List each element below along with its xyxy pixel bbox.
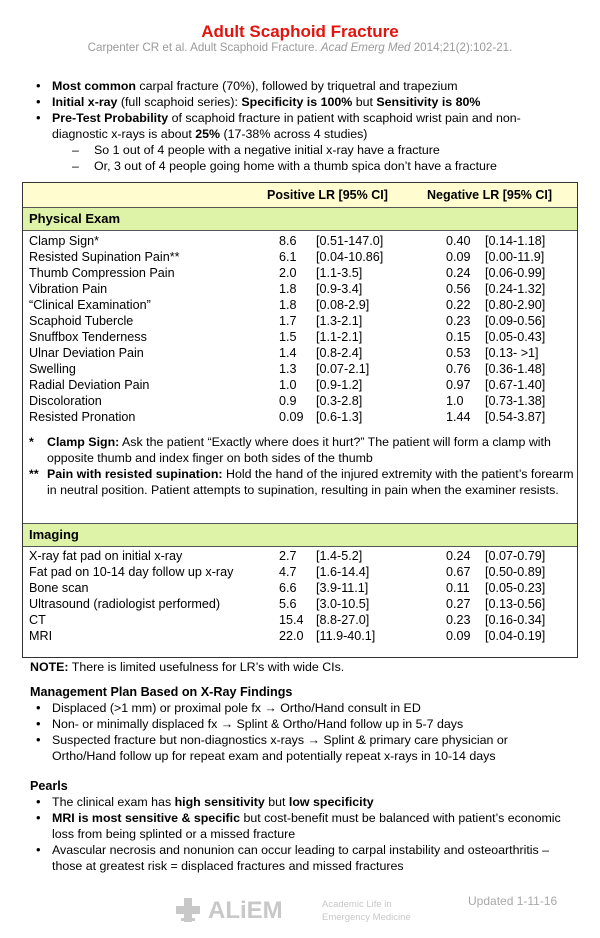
table-row [23,564,577,580]
intro-section [30,78,575,174]
intro-bullet: • Pre-Test Probability of scaphoid fracture in patient with scaphoid wrist pain and non-diagnostic x-rays is about 25% (17-38% across 4 studies) [30,110,575,142]
negative-lr-value: 0.11 [446,581,470,595]
positive-lr-ci: [0.9-3.4] [316,282,363,296]
positive-lr-value: 1.7 [279,314,297,328]
negative-lr-ci: [0.50-0.89] [485,565,546,579]
test-name: Resisted Pronation [29,410,136,424]
pearl-item: • MRI is most sensitive & specific but cost-benefit must be balanced with patient’s economic loss from being splinted or a missed fracture [30,810,575,842]
intro-sub-bullet: – Or, 3 out of 4 people going home with a thumb spica don’t have a fracture [72,158,575,174]
test-name: Vibration Pain [29,282,108,296]
test-name: Thumb Compression Pain [29,266,175,280]
negative-lr-ci: [0.67-1.40] [485,378,546,392]
imaging-section-header: Imaging [23,523,577,547]
table-row [23,377,577,393]
positive-lr-value: 1.5 [279,330,297,344]
test-name: Bone scan [29,581,89,595]
positive-lr-ci: [1.1-2.1] [316,330,363,344]
negative-lr-ci: [0.05-0.43] [485,330,546,344]
positive-lr-ci: [8.8-27.0] [316,613,370,627]
negative-lr-value: 0.23 [446,613,471,627]
test-name: CT [29,613,46,627]
negative-lr-ci: [0.24-1.32] [485,282,546,296]
table-row [23,409,577,425]
clamp-sign-note: * Clamp Sign: Ask the patient “Exactly where does it hurt?” The patient will form a clamp with opposite thumb and index finger on both sides of the thumb [29,435,551,465]
table-row [23,596,577,612]
test-name: Ultrasound (radiologist performed) [29,597,221,611]
test-name: X-ray fat pad on initial x-ray [29,549,183,563]
positive-lr-ci: [0.51-147.0] [316,234,384,248]
intro-bullet: • Initial x-ray (full scaphoid series): Specificity is 100% but Sensitivity is 80% [30,94,575,110]
positive-lr-value: 22.0 [279,629,304,643]
positive-lr-ci: [0.8-2.4] [316,346,363,360]
negative-lr-ci: [0.16-0.34] [485,613,546,627]
pearl-item: • Avascular necrosis and nonunion can occur leading to carpal instability and osteoarthritis – those at greatest risk = displaced fractures and missed fractures [30,842,575,874]
management-item: • Non- or minimally displaced fx → Splint & Ortho/Hand follow up in 5-7 days [30,716,575,732]
negative-lr-ci: [0.06-0.99] [485,266,546,280]
positive-lr-ci: [1.1-3.5] [316,266,363,280]
medical-cross-icon [176,898,200,922]
negative-lr-value: 0.24 [446,266,471,280]
positive-lr-value: 1.8 [279,298,297,312]
positive-lr-value: 8.6 [279,234,297,248]
test-name: Swelling [29,362,76,376]
positive-lr-ci: [0.04-10.86] [316,250,384,264]
positive-lr-ci: [3.9-11.1] [316,581,369,595]
positive-lr-ci: [0.9-1.2] [316,378,363,392]
table-notes [29,434,574,498]
logo-tagline-1: Academic Life in [322,899,392,910]
positive-lr-value: 0.09 [279,410,304,424]
positive-lr-ci: [0.3-2.8] [316,394,363,408]
intro-sub-bullet: – So 1 out of 4 people with a negative initial x-ray have a fracture [72,142,575,158]
negative-lr-value: 0.76 [446,362,471,376]
management-section [30,684,575,764]
table-row [23,628,577,644]
positive-lr-header: Positive LR [95% CI] [267,188,388,202]
table-row [23,612,577,628]
test-name: Fat pad on 10-14 day follow up x-ray [29,565,234,579]
negative-lr-ci: [0.73-1.38] [485,394,546,408]
management-item: • Displaced (>1 mm) or proximal pole fx → Ortho/Hand consult in ED [30,700,575,716]
likelihood-ratio-table [22,182,578,658]
negative-lr-ci: [0.04-0.19] [485,629,546,643]
negative-lr-value: 0.15 [446,330,471,344]
logo-brand: ALiEM [208,897,283,924]
test-name: Discoloration [29,394,102,408]
positive-lr-value: 5.6 [279,597,297,611]
positive-lr-ci: [3.0-10.5] [316,597,370,611]
positive-lr-value: 4.7 [279,565,297,579]
test-name: “Clinical Examination” [29,298,151,312]
table-row [23,548,577,564]
table-header [23,183,577,207]
positive-lr-value: 1.4 [279,346,297,360]
negative-lr-value: 0.23 [446,314,471,328]
table-row [23,345,577,361]
test-name: Resisted Supination Pain** [29,250,180,264]
page-title: Adult Scaphoid Fracture [201,22,399,41]
table-row [23,249,577,265]
negative-lr-ci: [0.09-0.56] [485,314,546,328]
intro-bullet: • Most common carpal fracture (70%), followed by triquetral and trapezium [30,78,575,94]
positive-lr-value: 1.8 [279,282,297,296]
negative-lr-value: 0.24 [446,549,471,563]
table-row [23,265,577,281]
table-row [23,361,577,377]
negative-lr-ci: [0.13-0.56] [485,597,546,611]
negative-lr-header: Negative LR [95% CI] [427,188,553,202]
table-row [23,580,577,596]
resisted-supination-note: ** Pain with resisted supination: Hold the hand of the injured extremity with the patient’s forearm in neutral position. Patient attempts to supination, resulting in pain when the examiner resists. [29,467,574,497]
table-row [23,393,577,409]
table-row [23,233,577,249]
test-name: Clamp Sign* [29,234,99,248]
test-name: Snuffbox Tenderness [29,330,147,344]
negative-lr-ci: [0.54-3.87] [485,410,546,424]
pearls-heading: Pearls [30,779,68,793]
management-heading: Management Plan Based on X-Ray Findings [30,685,293,699]
negative-lr-value: 0.09 [446,250,471,264]
negative-lr-value: 0.09 [446,629,471,643]
pearls-section [30,778,575,874]
positive-lr-ci: [0.08-2.9] [316,298,370,312]
negative-lr-ci: [0.13- >1] [485,346,539,360]
positive-lr-value: 2.7 [279,549,297,563]
negative-lr-value: 1.44 [446,410,471,424]
table-row [23,329,577,345]
physical-exam-section-header: Physical Exam [23,207,577,231]
positive-lr-value: 0.9 [279,394,297,408]
logo-tagline-2: Emergency Medicine [322,912,411,923]
negative-lr-value: 0.27 [446,597,471,611]
positive-lr-value: 6.1 [279,250,297,264]
negative-lr-value: 1.0 [446,394,464,408]
wide-ci-note: NOTE: There is limited usefulness for LR’s with wide CIs. [30,660,345,674]
positive-lr-value: 15.4 [279,613,304,627]
negative-lr-ci: [0.14-1.18] [485,234,546,248]
table-row [23,313,577,329]
negative-lr-value: 0.67 [446,565,471,579]
test-name: Radial Deviation Pain [29,378,150,392]
table-row [23,281,577,297]
citation: Carpenter CR et al. Adult Scaphoid Fracture. Acad Emerg Med 2014;21(2):102-21. [87,41,513,54]
test-name: MRI [29,629,53,643]
negative-lr-ci: [0.05-0.23] [485,581,546,595]
positive-lr-ci: [11.9-40.1] [316,629,376,643]
negative-lr-value: 0.53 [446,346,471,360]
positive-lr-value: 1.0 [279,378,297,392]
negative-lr-value: 0.56 [446,282,471,296]
positive-lr-ci: [0.07-2.1] [316,362,370,376]
negative-lr-ci: [0.36-1.48] [485,362,546,376]
management-item: • Suspected fracture but non-diagnostics x-rays → Splint & primary care physician or Ortho/Hand follow up for repeat exam and potentially repeat x-rays in 10-14 days [30,732,575,764]
test-name: Scaphoid Tubercle [29,314,134,328]
table-row [23,297,577,313]
negative-lr-value: 0.97 [446,378,471,392]
negative-lr-ci: [0.80-2.90] [485,298,546,312]
test-name: Ulnar Deviation Pain [29,346,144,360]
negative-lr-value: 0.40 [446,234,471,248]
negative-lr-ci: [0.07-0.79] [485,549,546,563]
positive-lr-ci: [0.6-1.3] [316,410,363,424]
updated-date: Updated 1-11-16 [468,894,558,908]
aliem-logo [174,892,434,928]
positive-lr-value: 1.3 [279,362,297,376]
positive-lr-value: 6.6 [279,581,297,595]
negative-lr-value: 0.22 [446,298,471,312]
pearl-item: • The clinical exam has high sensitivity but low specificity [30,794,575,810]
positive-lr-value: 2.0 [279,266,297,280]
positive-lr-ci: [1.6-14.4] [316,565,370,579]
negative-lr-ci: [0.00-11.9] [485,250,545,264]
positive-lr-ci: [1.4-5.2] [316,549,363,563]
positive-lr-ci: [1.3-2.1] [316,314,363,328]
